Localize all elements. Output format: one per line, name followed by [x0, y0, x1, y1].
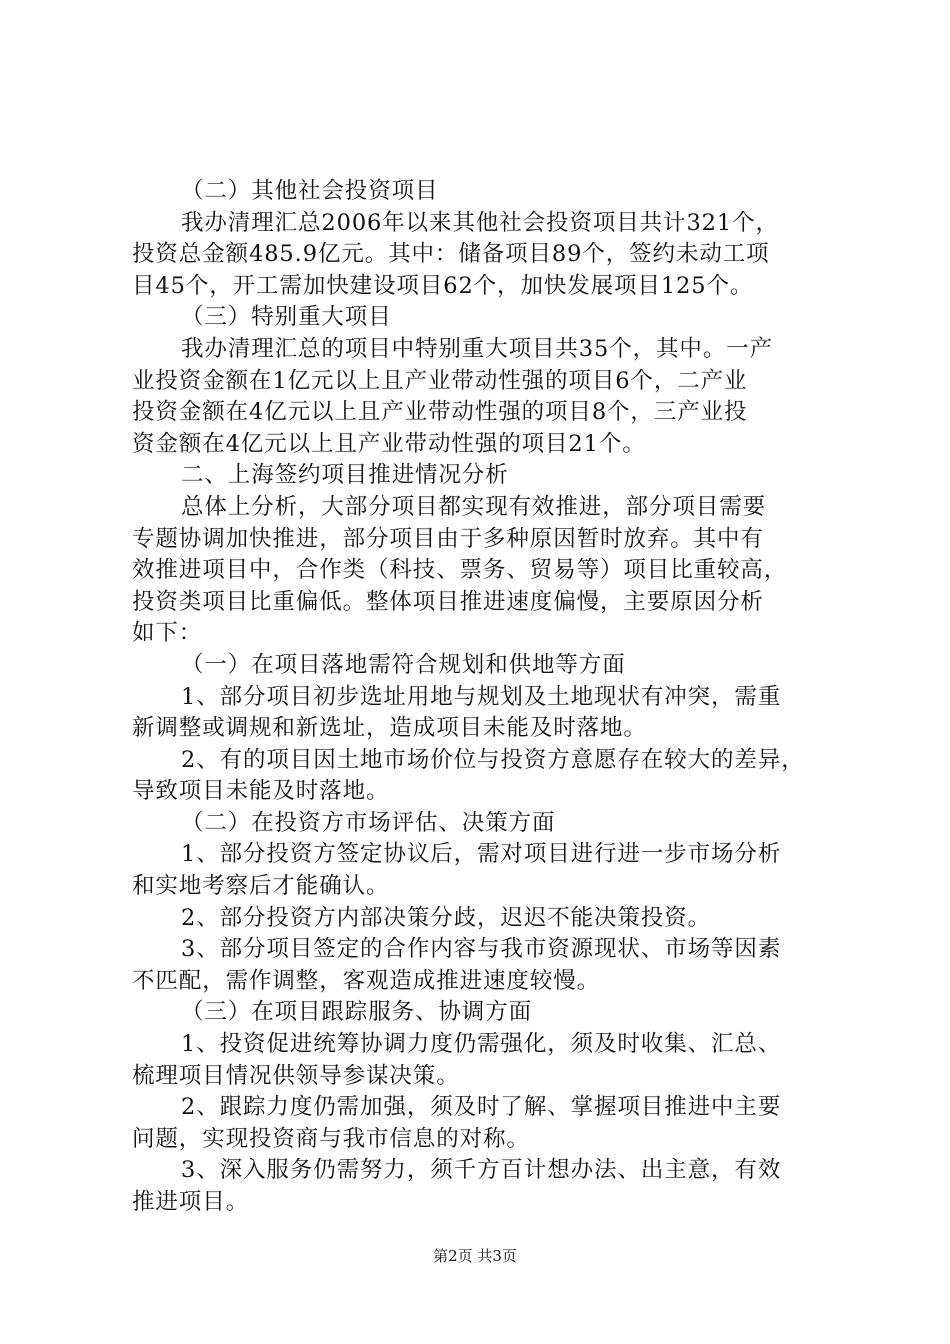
text-line: 问题，实现投资商与我市信息的对称。 — [132, 1125, 530, 1152]
text-line: 不匹配，需作调整，客观造成推进速度较慢。 — [132, 967, 601, 994]
text-line: 2、部分投资方内部决策分歧，迟迟不能决策投资。 — [181, 904, 712, 931]
text-line: 2、有的项目因土地市场价位与投资方意愿存在较大的差异， — [181, 746, 805, 773]
text-line: 3、部分项目签定的合作内容与我市资源现状、市场等因素 — [181, 936, 782, 963]
text-line: 投资总金额485.9亿元。其中：储备项目89个，签约未动工项 — [132, 241, 770, 268]
text-line: 2、跟踪力度仍需加强，须及时了解、掌握项目推进中主要 — [181, 1094, 782, 1121]
text-line: 新调整或调规和新选址，造成项目未能及时落地。 — [132, 715, 647, 742]
text-line: 3、深入服务仍需努力，须千方百计想办法、出主意，有效 — [181, 1157, 782, 1184]
document-body — [132, 176, 832, 1219]
text-line: 目45个，开工需加快建设项目62个，加快发展项目125个。 — [132, 272, 754, 299]
text-line: 导致项目未能及时落地。 — [132, 778, 390, 805]
text-line: 1、投资促进统筹协调力度仍需强化，须及时收集、汇总、 — [181, 1031, 782, 1058]
text-line: 投资类项目比重偏低。整体项目推进速度偏慢，主要原因分析 — [132, 588, 764, 615]
text-line: 和实地考察后才能确认。 — [132, 873, 390, 900]
text-line: 梳理项目情况供领导参谋决策。 — [132, 1062, 460, 1089]
text-line: 资金额在4亿元以上且产业带动性强的项目21个。 — [132, 430, 646, 457]
text-line: 1、部分投资方签定协议后，需对项目进行进一步市场分析 — [181, 841, 782, 868]
text-line: 如下： — [132, 620, 203, 647]
text-line: 投资金额在4亿元以上且产业带动性强的项目8个，三产业投 — [132, 399, 748, 426]
text-line: （二）在投资方市场评估、决策方面 — [181, 809, 556, 836]
text-line: （一）在项目落地需符合规划和供地等方面 — [181, 651, 626, 678]
text-line: 总体上分析，大部分项目都实现有效推进，部分项目需要 — [181, 493, 767, 520]
text-line: （三）特别重大项目 — [181, 304, 392, 331]
page-footer: 第2页 共3页 — [433, 1247, 517, 1265]
text-line: 我办清理汇总2006年以来其他社会投资项目共计321个， — [181, 209, 779, 236]
text-line: 专题协调加快推进，部分项目由于多种原因暂时放弃。其中有 — [132, 525, 764, 552]
text-line: 我办清理汇总的项目中特别重大项目共35个，其中。一产 — [181, 335, 774, 362]
text-line: （二）其他社会投资项目 — [181, 178, 439, 204]
text-line: 二、上海签约项目推进情况分析 — [181, 462, 509, 489]
text-line: 1、部分项目初步选址用地与规划及土地现状有冲突，需重 — [181, 683, 782, 710]
text-line: （三）在项目跟踪服务、协调方面 — [181, 999, 533, 1026]
text-line: 效推进项目中，合作类（科技、票务、贸易等）项目比重较高， — [132, 557, 788, 584]
text-line: 业投资金额在1亿元以上且产业带动性强的项目6个，二产业 — [132, 367, 748, 394]
text-line: 推进项目。 — [132, 1189, 250, 1215]
